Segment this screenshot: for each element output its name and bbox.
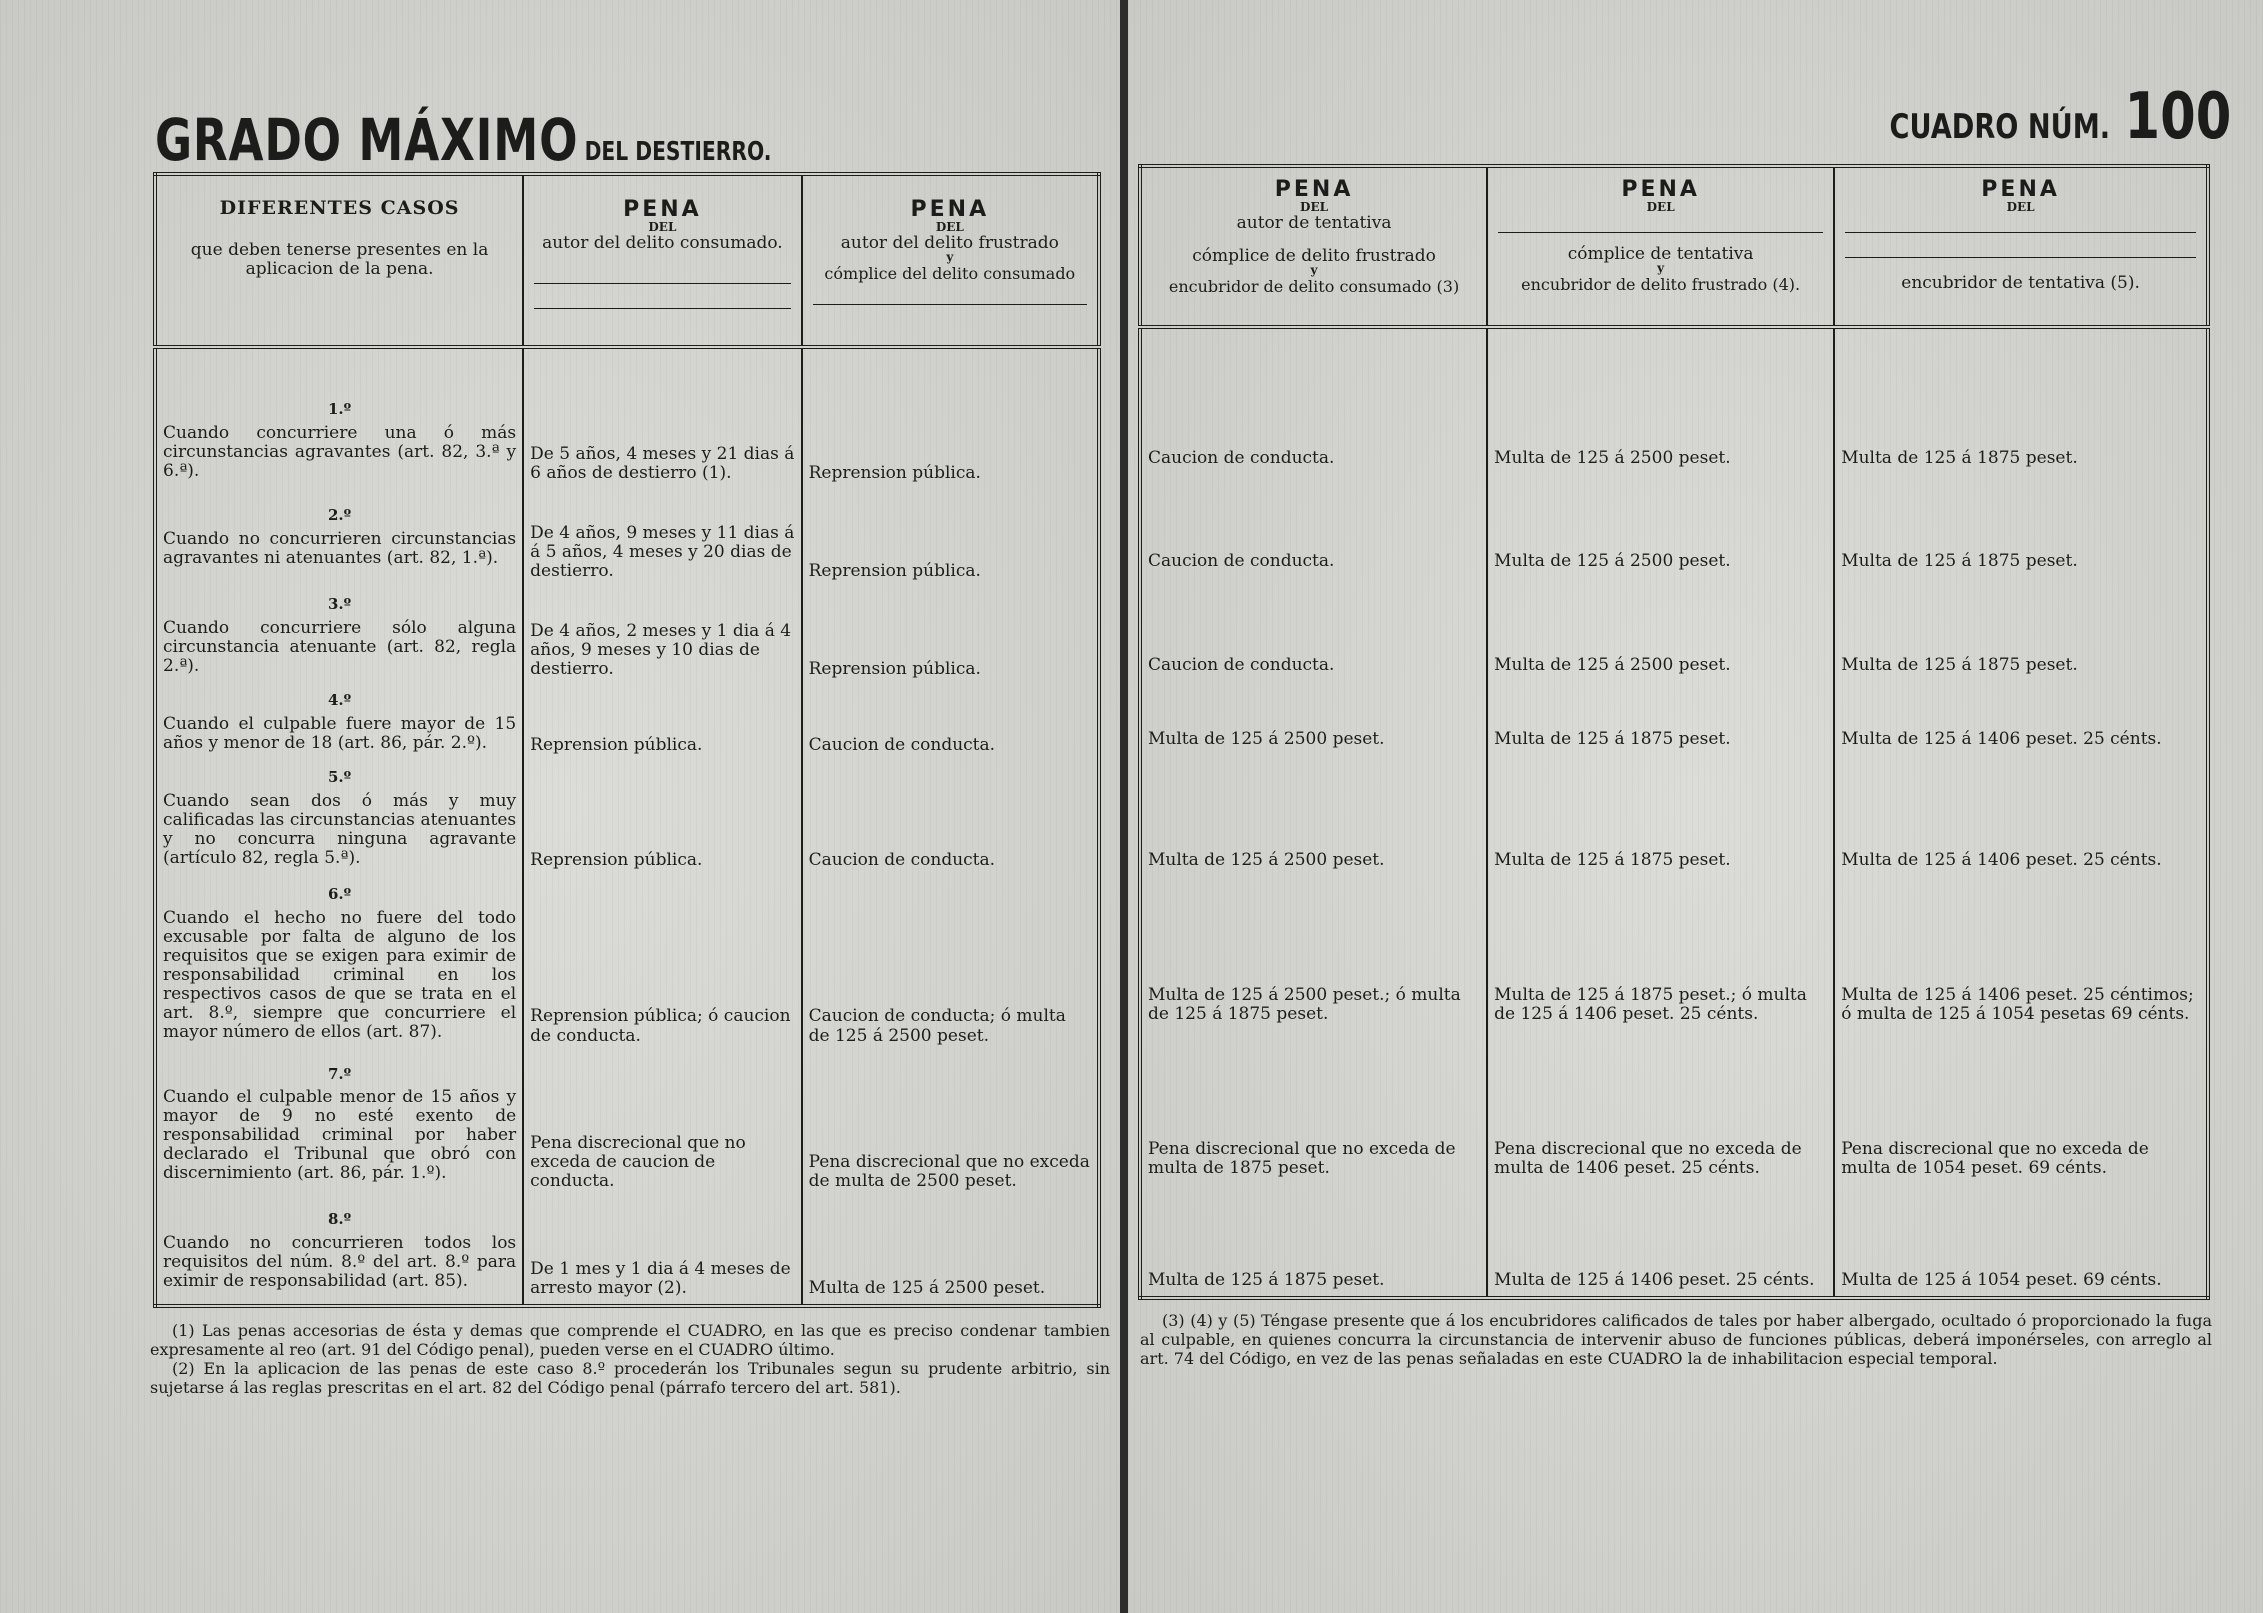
- header-y-label: y: [1657, 261, 1665, 276]
- title-main: GRADO MÁXIMO: [155, 106, 579, 174]
- consumado-cell: Reprension pública; ó caucion de conducta.: [523, 876, 801, 1051]
- table-row: [155, 587, 1099, 685]
- table-row: [1140, 375, 2208, 474]
- header-frustrado-text2: cómplice del delito consumado: [824, 263, 1076, 283]
- case-cell: [155, 1198, 523, 1307]
- header-del-label: DEL: [1646, 199, 1675, 214]
- complice-cell: Multa de 125 á 2500 peset.: [1487, 375, 1834, 474]
- complice-cell: Multa de 125 á 1875 peset.: [1487, 755, 1834, 876]
- complice-cell: Multa de 125 á 1875 peset.; ó multa de 125 á 1406 peset. 25 cénts.: [1487, 876, 1834, 1030]
- tentativa-cell: Caucion de conducta.: [1148, 448, 1335, 469]
- case-ordinal: 8.º: [327, 1209, 352, 1228]
- cuadro-number: 100: [2124, 80, 2231, 154]
- case-text: Cuando el culpable fuere mayor de 15 años y menor de 18 (art. 86, pár. 2.º).: [163, 714, 517, 754]
- encubridor-cell: Multa de 125 á 1406 peset. 25 céntimos; ó multa de 125 á 1054 pesetas 69 cénts.: [1834, 876, 2208, 1030]
- header-complice: [1487, 166, 1834, 327]
- case-ordinal: 5.º: [327, 768, 352, 787]
- table-row: [1140, 1030, 2208, 1184]
- case-text: Cuando concurriere sólo alguna circunstancia atenuante (art. 82, regla 2.ª).: [163, 617, 517, 676]
- case-cell: [155, 489, 523, 587]
- header-rule: [1498, 232, 1823, 233]
- case-text: Cuando sean dos ó más y muy calificadas las circunstancias atenuantes y no concurra ninguna agravante (artículo 82, regla 5.ª).: [163, 790, 517, 868]
- header-rule: [1845, 232, 2196, 233]
- footnote-3-5: (3) (4) y (5) Téngase presente que á los encubridores calificados de tales por haber albergado, ocultado ó proporcionado la fuga al culpable, en quienes concurra la circunstancia de intervenir abuso de funciones públicas, deberá imponérseles, con arreglo al art. 74 del Código, en vez de las penas señaladas en este CUADRO la de inhabilitacion especial temporal.: [1140, 1311, 2212, 1368]
- table-row: [155, 876, 1099, 1051]
- consumado-cell: Pena discrecional que no exceda de caucion de conducta.: [523, 1052, 801, 1198]
- case-text: Cuando el culpable menor de 15 años y mayor de 9 no esté exento de responsabilidad criminal por haber declarado el Tribunal que obró con discernimiento (art. 86, pár. 1.º).: [163, 1087, 517, 1184]
- consumado-cell: De 1 mes y 1 dia á 4 meses de arresto mayor (2).: [523, 1198, 801, 1307]
- tentativa-cell: Caucion de conducta.: [1148, 654, 1335, 675]
- case-ordinal: 7.º: [327, 1064, 352, 1083]
- case-cell: [155, 761, 523, 877]
- case-text: Cuando no concurrieren todos los requisitos del núm. 8.º del art. 8.º para eximir de responsabilidad (art. 85).: [163, 1232, 517, 1291]
- table-row: [155, 685, 1099, 761]
- complice-cell: Multa de 125 á 2500 peset.: [1487, 474, 1834, 577]
- case-ordinal: 1.º: [327, 399, 352, 418]
- tentativa-cell: Pena discrecional que no exceda de multa de 1875 peset.: [1148, 1138, 1456, 1178]
- table-row: [1140, 876, 2208, 1030]
- table-row: [155, 1052, 1099, 1198]
- tentativa-cell: Multa de 125 á 2500 peset.: [1148, 729, 1385, 750]
- encubridor-cell: Multa de 125 á 1875 peset.: [1834, 375, 2208, 474]
- case-text: Cuando concurriere una ó más circunstancias agravantes (art. 82, 3.ª y 6.ª).: [163, 422, 517, 481]
- header-rule: [813, 304, 1087, 305]
- header-complice-text1: cómplice de tentativa: [1567, 244, 1754, 265]
- frustrado-cell: Caucion de conducta.: [802, 685, 1099, 761]
- tentativa-cell: Multa de 125 á 1875 peset.: [1148, 1269, 1385, 1290]
- consumado-cell: De 4 años, 2 meses y 1 dia á 4 años, 9 meses y 10 dias de destierro.: [523, 587, 801, 685]
- header-y-label: y: [946, 250, 954, 265]
- frustrado-cell: Caucion de conducta.: [802, 761, 1099, 877]
- table-row: [155, 393, 1099, 489]
- header-frustrado: [802, 174, 1099, 347]
- header-del-label: DEL: [2006, 199, 2035, 214]
- header-consumado: [523, 174, 801, 347]
- header-complice-text2: encubridor de delito frustrado (4).: [1521, 274, 1801, 294]
- table-row: [1140, 577, 2208, 680]
- footnote-right: [1140, 1312, 2212, 1369]
- frustrado-cell: Caucion de conducta; ó multa de 125 á 2500 peset.: [802, 876, 1099, 1051]
- frustrado-cell: Pena discrecional que no exceda de multa de 2500 peset.: [802, 1052, 1099, 1198]
- right-page: [1128, 0, 2263, 1613]
- header-encubridor-text: encubridor de tentativa (5).: [1901, 273, 2140, 294]
- left-page: [0, 0, 1120, 1613]
- case-cell: [155, 876, 523, 1051]
- table-row: [1140, 1184, 2208, 1298]
- table-row: [155, 1198, 1099, 1307]
- encubridor-cell: Multa de 125 á 1054 peset. 69 cénts.: [1834, 1184, 2208, 1298]
- case-cell: [155, 587, 523, 685]
- footnotes-left: [150, 1322, 1110, 1398]
- case-cell: [155, 1052, 523, 1198]
- header-consumado-text: autor del delito consumado.: [542, 233, 783, 254]
- header-pena-label: PENA: [910, 197, 990, 222]
- footnote-1: (1) Las penas accesorias de ésta y demas que comprende el CUADRO, en las que es preciso condenar tambien expresamente al reo (art. 91 del Código penal), pueden verse en el CUADRO último.: [150, 1321, 1110, 1359]
- header-del-label: DEL: [935, 219, 964, 234]
- header-cases: [155, 174, 523, 347]
- header-rule: [534, 308, 790, 309]
- frustrado-cell: Reprension pública.: [802, 587, 1099, 685]
- header-frustrado-text1: autor del delito frustrado: [840, 233, 1059, 254]
- header-rule: [1845, 257, 2196, 258]
- encubridor-cell: Multa de 125 á 1406 peset. 25 cénts.: [1834, 681, 2208, 756]
- tentativa-cell: Multa de 125 á 2500 peset.: [1148, 850, 1385, 871]
- table-row: [155, 761, 1099, 877]
- complice-cell: Pena discrecional que no exceda de multa de 1406 peset. 25 cénts.: [1487, 1030, 1834, 1184]
- table-row: [1140, 474, 2208, 577]
- tentativa-cell: Caucion de conducta.: [1148, 551, 1335, 572]
- case-text: Cuando no concurrieren circunstancias agravantes ni atenuantes (art. 82, 1.ª).: [163, 529, 517, 569]
- footnote-2: (2) En la aplicacion de las penas de este caso 8.º procederán los Tribunales segun su prudente arbitrio, sin sujetarse á las reglas prescritas en el art. 82 del Código penal (párrafo tercero del art. 581).: [150, 1358, 1110, 1397]
- penalty-table-right: [1138, 164, 2210, 1300]
- header-del-label: DEL: [1300, 199, 1329, 214]
- cuadro-label: CUADRO NÚM.: [1889, 107, 2110, 147]
- case-cell: [155, 393, 523, 489]
- header-tentativa-text1: autor de tentativa: [1236, 213, 1392, 234]
- penalty-table-left: [153, 172, 1101, 1308]
- encubridor-cell: Multa de 125 á 1875 peset.: [1834, 577, 2208, 680]
- page-title-left: [155, 106, 772, 174]
- consumado-cell: Reprension pública.: [523, 685, 801, 761]
- case-ordinal: 3.º: [327, 594, 352, 613]
- frustrado-cell: Multa de 125 á 2500 peset.: [802, 1198, 1099, 1307]
- complice-cell: Multa de 125 á 2500 peset.: [1487, 577, 1834, 680]
- case-ordinal: 6.º: [327, 884, 352, 903]
- table-row: [155, 489, 1099, 587]
- header-del-label: DEL: [648, 219, 677, 234]
- header-pena-label: PENA: [1274, 177, 1354, 202]
- header-tentativa-text2: cómplice de delito frustrado: [1192, 246, 1436, 267]
- table-row: [1140, 681, 2208, 756]
- header-pena-label: PENA: [1621, 177, 1700, 202]
- case-cell: [155, 685, 523, 761]
- consumado-cell: De 4 años, 9 meses y 11 dias á á 5 años, 4 meses y 20 dias de destierro.: [523, 489, 801, 587]
- case-text: Cuando el hecho no fuere del todo excusable por falta de alguno de los requisitos que se exigen para eximir de responsabilidad criminal en los respectivos casos de que se trata en el art. 8.º, siempre que concurriere el mayor número de ellos (art. 87).: [163, 907, 517, 1042]
- header-tentativa: [1140, 166, 1487, 327]
- header-cases-text: que deben tenerse presentes en la aplicacion de la pena.: [190, 240, 489, 280]
- header-pena-label: PENA: [1981, 177, 2060, 202]
- header-rule: [534, 283, 790, 284]
- case-ordinal: 4.º: [327, 691, 352, 710]
- header-cases-bold: DIFERENTES CASOS: [219, 197, 460, 219]
- page-title-right: [1889, 80, 2231, 154]
- header-pena-label: PENA: [623, 197, 702, 222]
- encubridor-cell: Pena discrecional que no exceda de multa de 1054 peset. 69 cénts.: [1834, 1030, 2208, 1184]
- header-y-label: y: [1310, 263, 1318, 278]
- encubridor-cell: Multa de 125 á 1406 peset. 25 cénts.: [1834, 755, 2208, 876]
- complice-cell: Multa de 125 á 1875 peset.: [1487, 681, 1834, 756]
- header-tentativa-text3: encubridor de delito consumado (3): [1168, 276, 1460, 296]
- frustrado-cell: Reprension pública.: [802, 489, 1099, 587]
- consumado-cell: De 5 años, 4 meses y 21 dias á 6 años de destierro (1).: [523, 393, 801, 489]
- table-row: [1140, 755, 2208, 876]
- case-ordinal: 2.º: [327, 506, 352, 525]
- title-small: DEL DESTIERRO.: [584, 137, 772, 167]
- header-encubridor: [1834, 166, 2208, 327]
- encubridor-cell: Multa de 125 á 1875 peset.: [1834, 474, 2208, 577]
- tentativa-cell: Multa de 125 á 2500 peset.; ó multa de 125 á 1875 peset.: [1148, 984, 1461, 1024]
- complice-cell: Multa de 125 á 1406 peset. 25 cénts.: [1487, 1184, 1834, 1298]
- consumado-cell: Reprension pública.: [523, 761, 801, 877]
- frustrado-cell: Reprension pública.: [802, 393, 1099, 489]
